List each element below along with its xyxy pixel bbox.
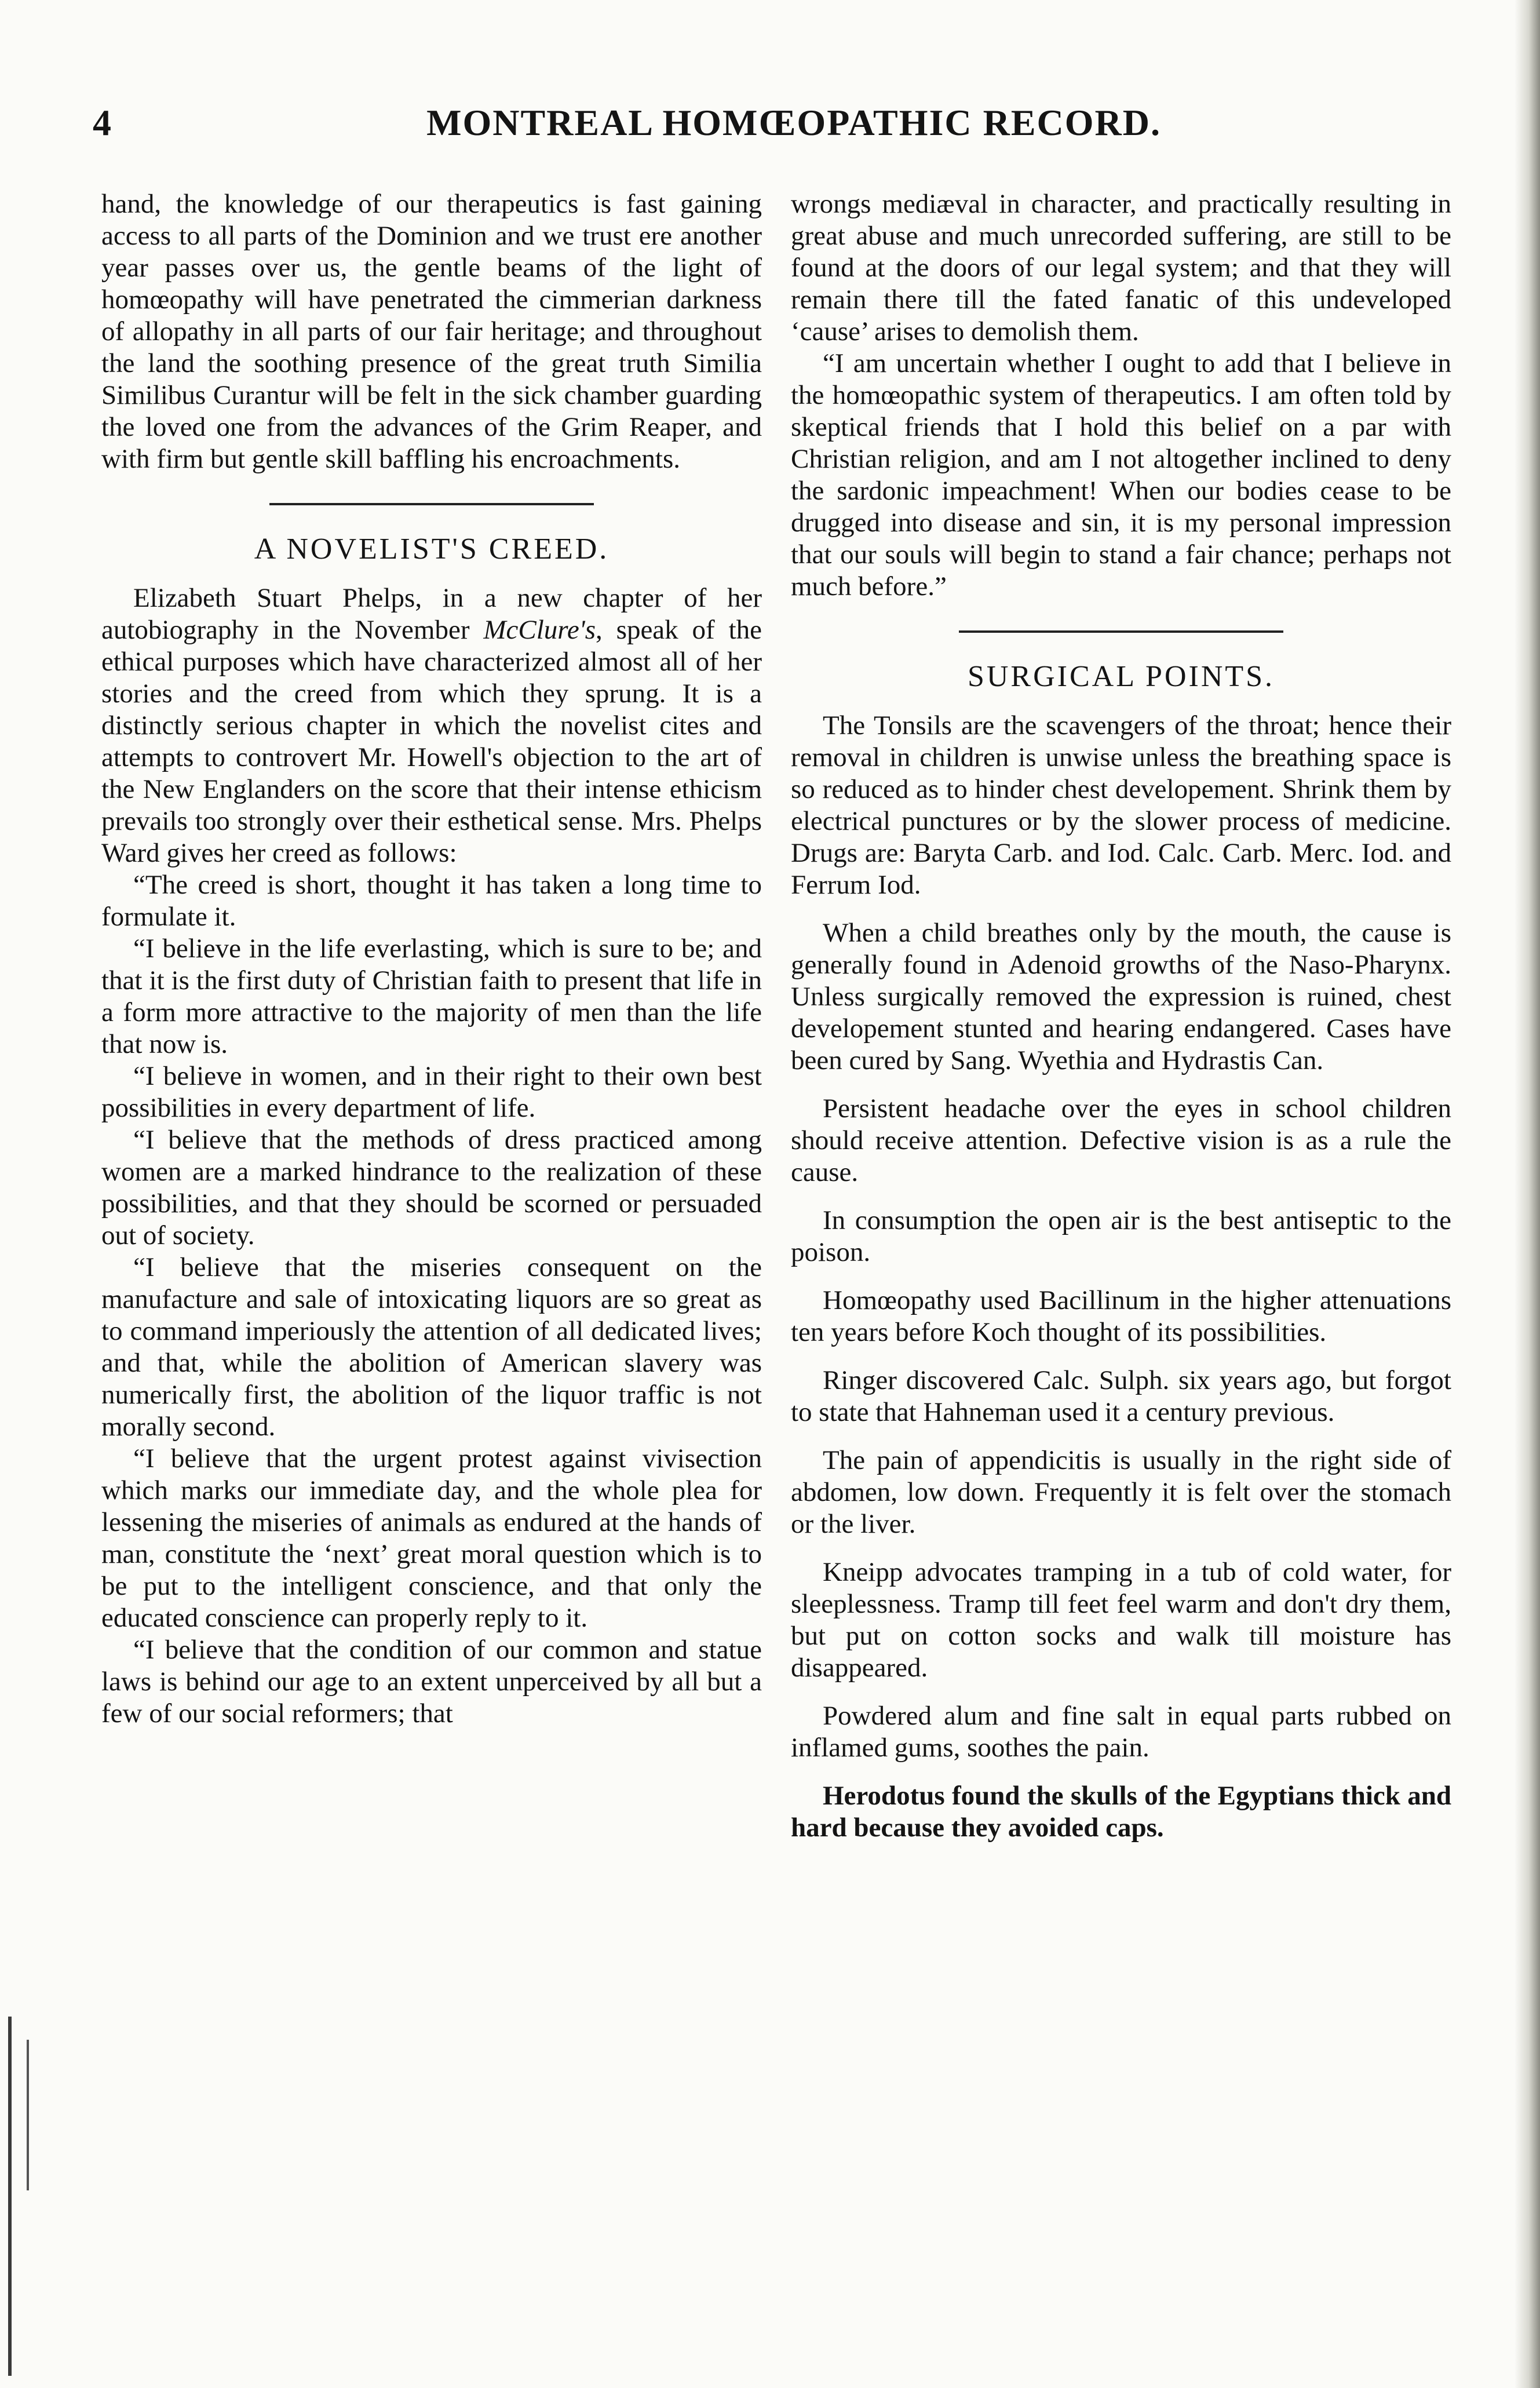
section-title-surgical-points: SURGICAL POINTS. [967, 660, 1275, 693]
page-edge-shadow [1515, 0, 1540, 2388]
creed-paragraph: “I am uncertain whether I ought to add that I believe in the homœopathic system of therapeutics. I am often told by skeptical friends that I hold this belief on a par with Christian religion, and am I not altogether inclined to deny the sardonic impeachment! When our bodies cease to be drugged into disease and sin, it is my personal impression that our souls will begin to stand a fair chance; perhaps not much before.” [791, 348, 1451, 601]
creed-paragraph: “I believe that the miseries consequent on the manufacture and sale of intoxicating liquors are so great as to command imperiously the attention of all dedicated lives; and that, while the abolition of American slavery was numerically first, the abolition of the liquor traffic is not morally second. [101, 1252, 762, 1442]
binding-mark-secondary [27, 2040, 29, 2190]
surgical-point: Powdered alum and fine salt in equal parts rubbed on inflamed gums, soothes the pain. [791, 1701, 1451, 1763]
section-divider [269, 503, 594, 505]
surgical-point: Homœopathy used Bacillinum in the higher attenuations ten years before Koch thought of its possibilities. [791, 1285, 1451, 1347]
running-title: MONTREAL HOMŒOPATHIC RECORD. [426, 102, 1161, 143]
creed-paragraph: “I believe in women, and in their right to their own best possibilities in every department of life. [101, 1061, 762, 1123]
creed-paragraph: “I believe that the urgent protest against vivisection which marks our immediate day, and the whole plea for lessening the miseries of animals as endured at the hands of man, constitute the ‘next’ great moral question which is to be put to the intelligent conscience, and that only the educated conscience can properly reply to it. [101, 1443, 762, 1633]
creed-intro-text-a: Elizabeth Stuart Phelps, in a new chapter of her autobiography in the November [101, 583, 762, 645]
left-column [101, 188, 762, 1730]
creed-paragraph: “I believe that the condition of our common and statue laws is behind our age to an extent unperceived by all but a few of our social reformers; that [101, 1635, 762, 1729]
creed-paragraph: “The creed is short, thought it has taken a long time to formulate it. [101, 870, 762, 932]
creed-continuation: wrongs mediæval in character, and practically resulting in great abuse and much unrecorded suffering, are still to be found at the doors of our legal system; and that they will remain there till the fated fanatic of this undeveloped ‘cause’ arises to demolish them. [791, 189, 1451, 347]
surgical-point: In consumption the open air is the best antiseptic to the poison. [791, 1205, 1451, 1267]
surgical-point: The pain of appendicitis is usually in the right side of abdomen, low down. Frequently it is felt over the stomach or the liver. [791, 1445, 1451, 1539]
creed-intro-text-b: , speak of the ethical purposes which have characterized almost all of her stories and the creed from which they sprung. It is a distinctly serious chapter in which the novelist cites and attempts to controvert Mr. Howell's objection to the art of the New Englanders on the score that their intense ethicism prevails too strongly over their esthetical sense. Mrs. Phelps Ward gives her creed as follows: [101, 615, 762, 868]
creed-intro-paragraph [101, 582, 762, 869]
page-number: 4 [93, 102, 111, 143]
section-divider [959, 630, 1283, 633]
creed-paragraph: “I believe that the methods of dress practiced among women are a marked hindrance to the realization of these possibilities, and that they should be scorned or persuaded out of society. [101, 1125, 762, 1250]
surgical-point: Ringer discovered Calc. Sulph. six years ago, but forgot to state that Hahneman used it a century previous. [791, 1365, 1451, 1427]
surgical-point: When a child breathes only by the mouth, the cause is generally found in Adenoid growths of the Naso-Pharynx. Unless surgically removed the expression is ruined, chest developement stunted and hearing endangered. Cases have been cured by Sang. Wyethia and Hydrastis Can. [791, 918, 1451, 1075]
page-header [0, 101, 1506, 165]
magazine-title: McClure's [483, 615, 596, 645]
creed-paragraph: “I believe in the life everlasting, which is sure to be; and that it is the first duty of Christian faith to present that life in a form more attractive to the majority of men than the life that now is. [101, 934, 762, 1059]
intro-paragraph: hand, the knowledge of our therapeutics is fast gaining access to all parts of the Dominion and we trust ere another year passes over us, the gentle beams of the light of homœopathy will have penetrated the cimmerian darkness of allopathy in all parts of our fair heritage; and throughout the land the soothing presence of the great truth Similia Similibus Curantur will be felt in the sick chamber guarding the loved one from the advances of the Grim Reaper, and with firm but gentle skill baffling his encroachments. [101, 189, 762, 474]
surgical-point: Herodotus found the skulls of the Egyptians thick and hard because they avoided caps. [791, 1781, 1451, 1843]
binding-mark [8, 2017, 12, 2376]
surgical-point: The Tonsils are the scavengers of the throat; hence their removal in children is unwise unless the breathing space is so reduced as to hinder chest developement. Shrink them by electrical punctures or by the slower process of medicine. Drugs are: Baryta Carb. and Iod. Calc. Carb. Merc. Iod. and Ferrum Iod. [791, 710, 1451, 900]
right-column [791, 188, 1451, 1844]
section-title-novelists-creed: A NOVELIST'S CREED. [254, 533, 610, 566]
surgical-point: Persistent headache over the eyes in school children should receive attention. Defective vision is as a rule the cause. [791, 1093, 1451, 1187]
surgical-point: Kneipp advocates tramping in a tub of cold water, for sleeplessness. Tramp till feet feel warm and don't dry them, but put on cotton socks and walk till moisture has disappeared. [791, 1557, 1451, 1683]
